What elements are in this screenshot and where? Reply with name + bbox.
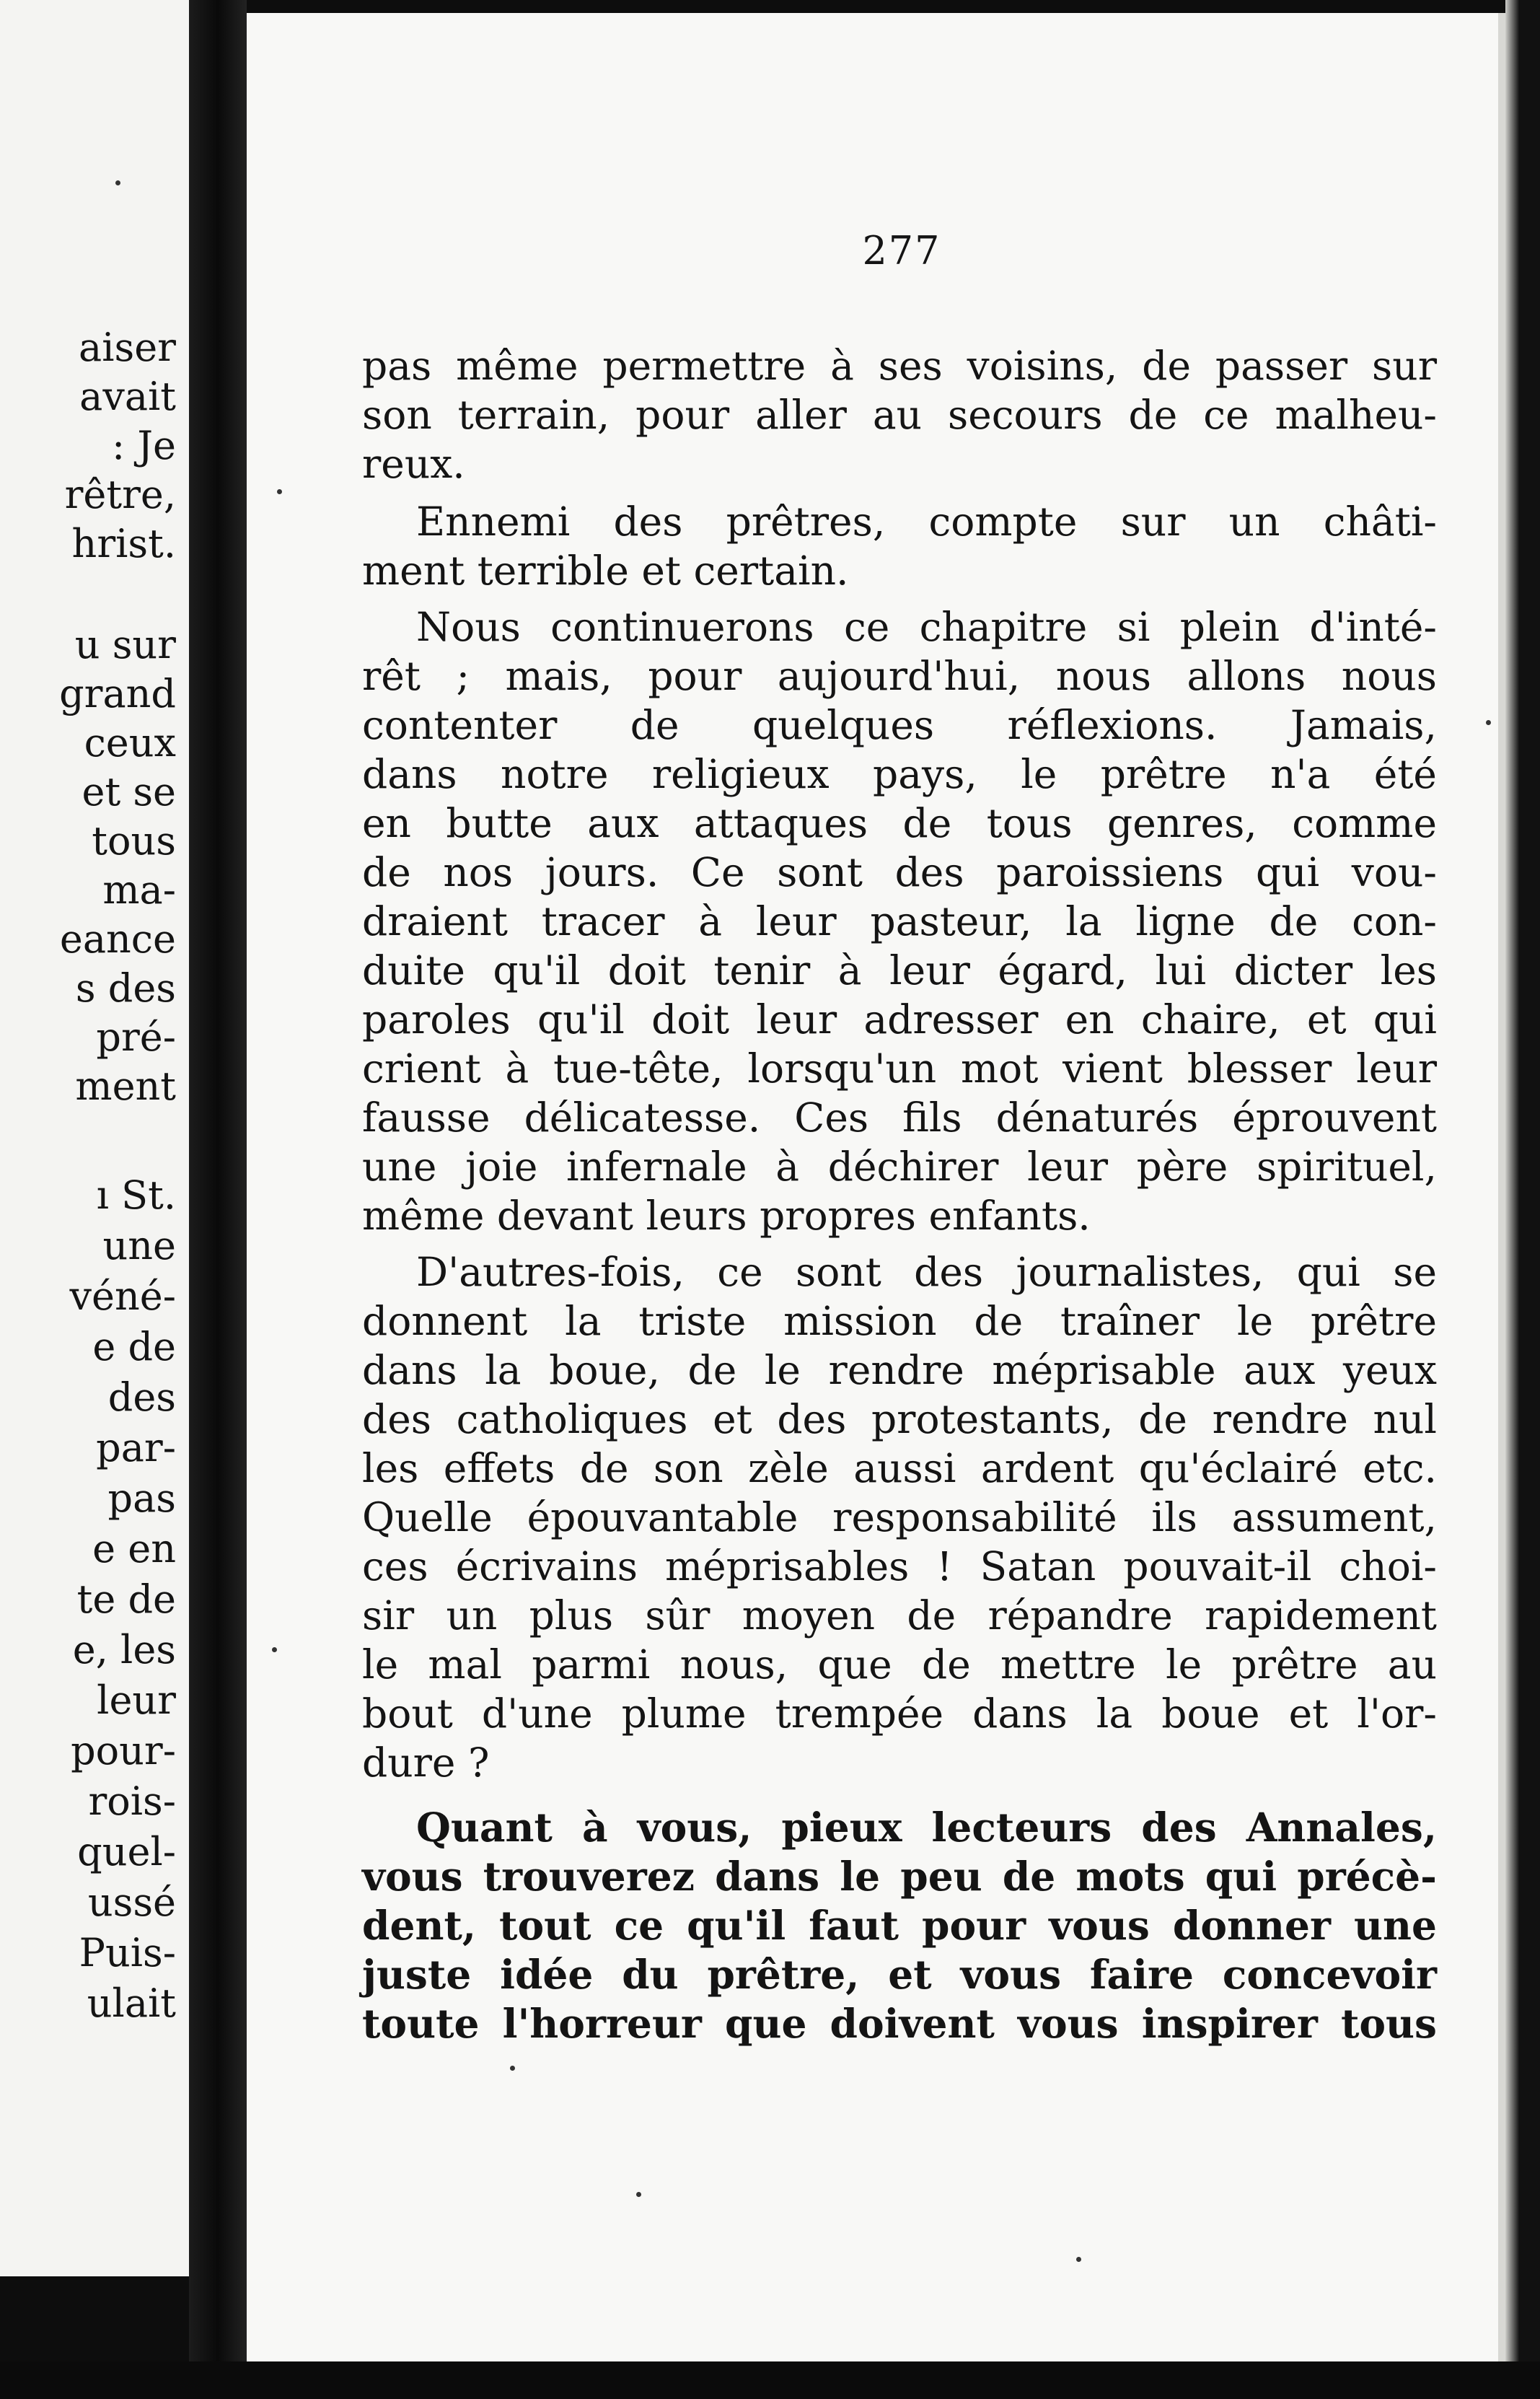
page-edge	[1505, 0, 1540, 2399]
text-line: crient à tue-tête, lorsqu'un mot vient blesser leur	[362, 1045, 1437, 1092]
text-line: Ennemi des prêtres, compte sur un châti-	[416, 499, 1437, 545]
text-line: les effets de son zèle aussi ardent qu'éclairé etc.	[362, 1445, 1437, 1491]
left-line: rêtre,	[64, 472, 176, 517]
left-line: aiser	[79, 325, 176, 370]
text-line: sir un plus sûr moyen de répandre rapidement	[362, 1592, 1437, 1639]
left-line: avait	[79, 374, 176, 419]
speck	[115, 180, 120, 185]
left-line: tous	[92, 818, 176, 864]
left-line: grand	[59, 671, 176, 716]
text-line: fausse délicatesse. Ces fils dénaturés éprouvent	[362, 1095, 1437, 1141]
text-block	[362, 13, 1437, 2322]
left-line: e, les	[72, 1627, 176, 1672]
left-line: leur	[97, 1677, 176, 1723]
speck	[1076, 2257, 1081, 2262]
left-line: rois-	[88, 1779, 176, 1824]
text-line: ment terrible et certain.	[362, 548, 849, 594]
left-line: s des	[75, 965, 176, 1011]
text-line: le mal parmi nous, que de mettre le prêtre au	[362, 1641, 1437, 1688]
left-line: e en	[92, 1526, 176, 1571]
text-line: de nos jours. Ce sont des paroissiens qui vou-	[362, 849, 1437, 895]
text-line: rêt ; mais, pour aujourd'hui, nous allons nous	[362, 653, 1437, 699]
left-line: hrist.	[71, 521, 176, 566]
page-number: 277	[862, 228, 941, 273]
text-line: paroles qu'il doit leur adresser en chaire, et qui	[362, 996, 1437, 1043]
speck	[510, 2066, 515, 2071]
left-line: ussé	[87, 1880, 176, 1925]
text-line: dent, tout ce qu'il faut pour vous donner une	[362, 1902, 1437, 1949]
text-line: toute l'horreur que doivent vous inspirer tous	[362, 2000, 1437, 2047]
page	[247, 13, 1505, 2361]
text-line: en butte aux attaques de tous genres, comme	[362, 800, 1437, 846]
left-line: véné-	[69, 1273, 176, 1319]
text-line: Quelle épouvantable responsabilité ils assument,	[362, 1494, 1437, 1540]
text-line: des catholiques et des protestants, de rendre nul	[362, 1396, 1437, 1442]
text-line: Nous continuerons ce chapitre si plein d'inté-	[416, 604, 1437, 650]
left-line: te de	[76, 1576, 176, 1622]
text-line: son terrain, pour aller au secours de ce malheu-	[362, 392, 1437, 438]
left-line: pré-	[96, 1014, 176, 1060]
left-line: une	[102, 1223, 176, 1268]
text-line: ces écrivains méprisables ! Satan pouvait-il choi-	[362, 1543, 1437, 1589]
text-line: duite qu'il doit tenir à leur égard, lui dicter les	[362, 947, 1437, 994]
text-line: dans notre religieux pays, le prêtre n'a été	[362, 751, 1437, 797]
text-line: une joie infernale à déchirer leur père spirituel,	[362, 1144, 1437, 1190]
left-line: e de	[92, 1324, 176, 1369]
left-line: des	[107, 1374, 176, 1420]
text-line: dans la boue, de le rendre méprisable aux yeux	[362, 1347, 1437, 1393]
left-line: par-	[96, 1425, 176, 1470]
left-line: quel-	[77, 1829, 176, 1874]
text-line: contenter de quelques réflexions. Jamais,	[362, 702, 1437, 748]
left-line: ceux	[84, 720, 176, 766]
left-line: ma-	[102, 867, 176, 913]
text-line: draient tracer à leur pasteur, la ligne de con-	[362, 898, 1437, 944]
speck	[272, 1647, 277, 1652]
left-line: ulait	[87, 1981, 176, 2026]
left-line: et se	[82, 769, 176, 815]
text-line: vous trouverez dans le peu de mots qui précè-	[362, 1853, 1437, 1900]
text-line: bout d'une plume trempée dans la boue et l'or-	[362, 1690, 1437, 1737]
left-line: pour-	[71, 1728, 176, 1773]
left-line: eance	[59, 916, 176, 962]
left-line: ı St.	[96, 1172, 176, 1218]
text-line: dure ?	[362, 1740, 490, 1786]
left-line: : Je	[112, 423, 176, 468]
text-line: reux.	[362, 441, 465, 487]
text-line: juste idée du prêtre, et vous faire concevoir	[362, 1951, 1437, 1998]
left-line: pas	[107, 1475, 176, 1521]
previous-page-fragment	[0, 0, 189, 2276]
speck	[1486, 720, 1491, 725]
scan-border	[0, 2361, 1540, 2399]
text-line: donnent la triste mission de traîner le prêtre	[362, 1298, 1437, 1344]
binding-gutter	[189, 0, 247, 2399]
text-line: Quant à vous, pieux lecteurs des Annales,	[416, 1804, 1437, 1851]
speck	[277, 489, 282, 494]
left-line: Puis-	[79, 1930, 176, 1975]
left-line: ment	[75, 1063, 176, 1109]
text-line: pas même permettre à ses voisins, de passer sur	[362, 343, 1437, 389]
text-line: D'autres-fois, ce sont des journalistes, qui se	[416, 1249, 1437, 1295]
text-line: même devant leurs propres enfants.	[362, 1193, 1091, 1239]
speck	[636, 2192, 641, 2197]
left-line: u sur	[74, 622, 176, 667]
